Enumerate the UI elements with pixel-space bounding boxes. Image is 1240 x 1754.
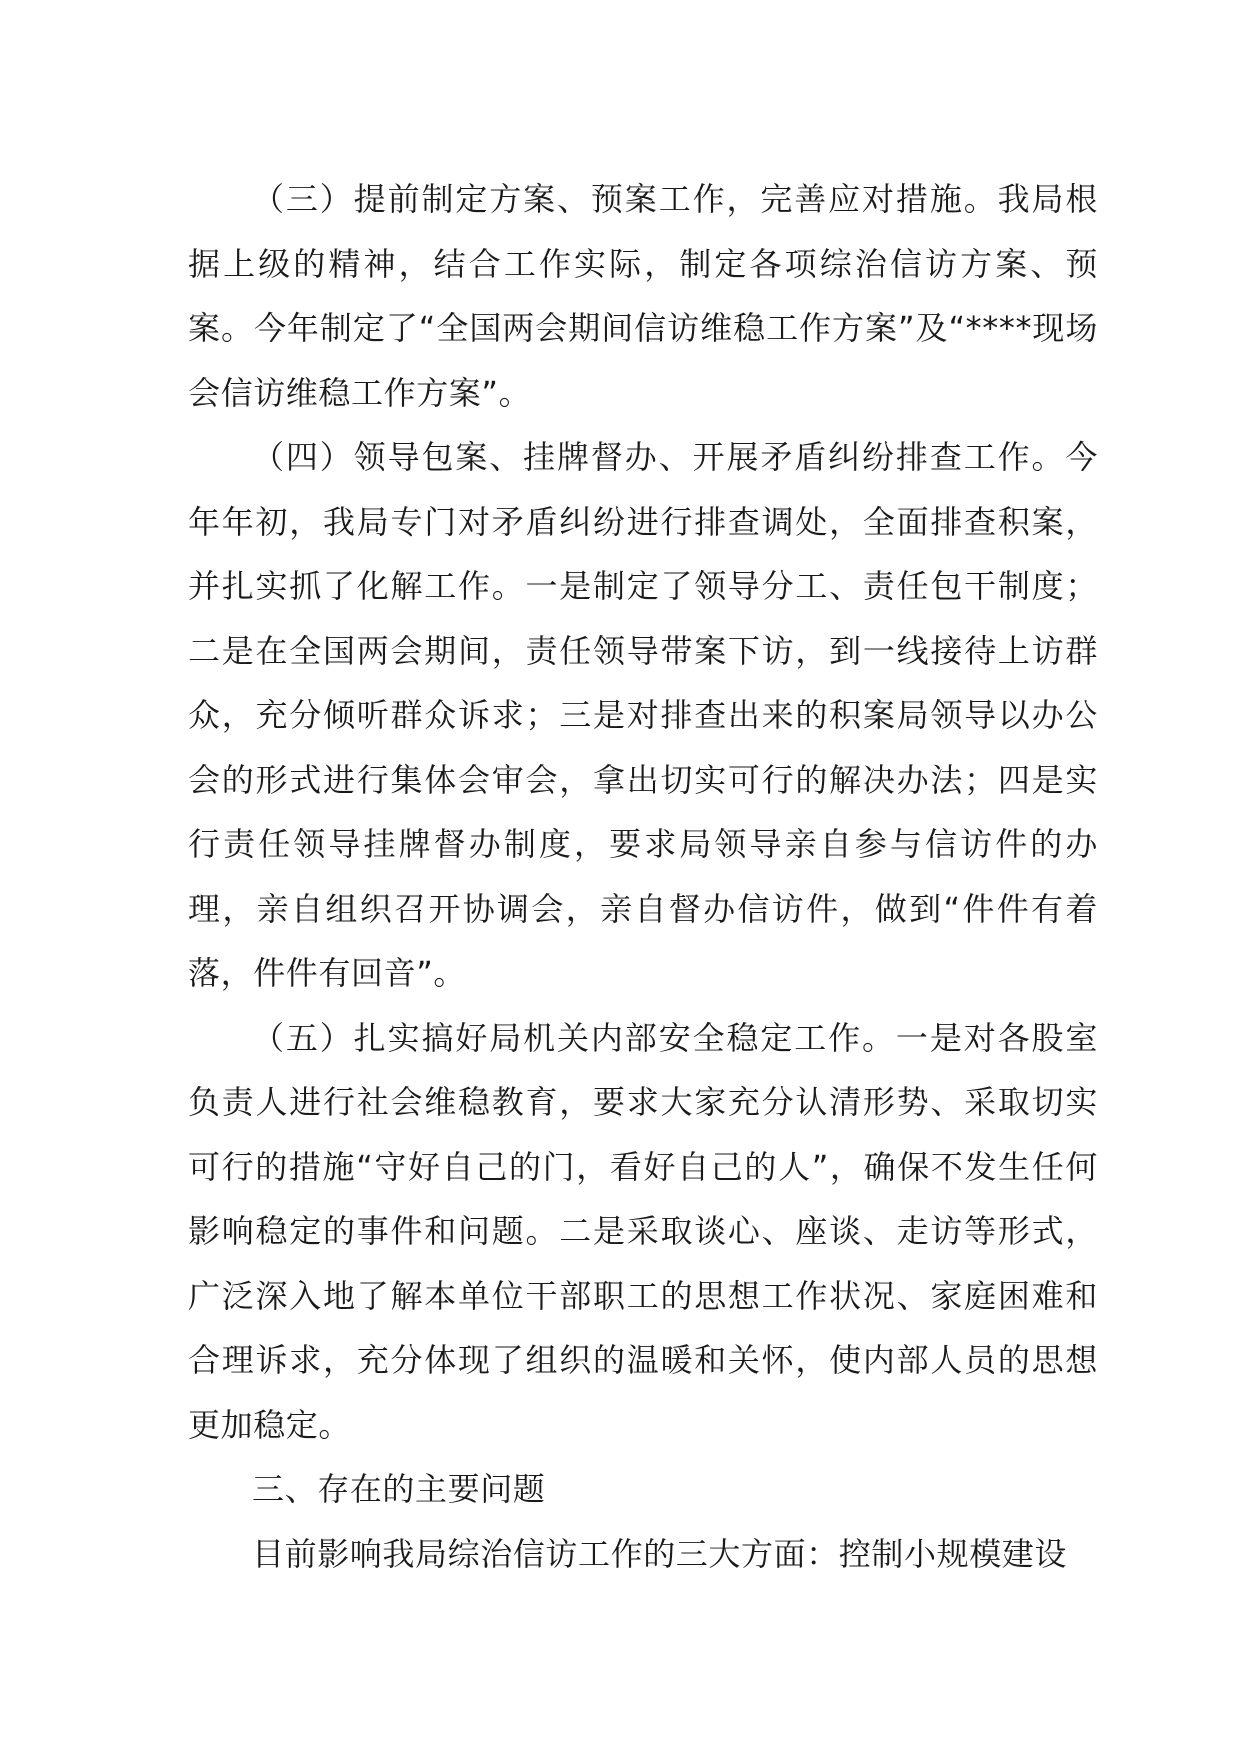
paragraph-section-5: （五）扎实搞好局机关内部安全稳定工作。一是对各股室负责人进行社会维稳教育，要求大家充分认清形势、采取切实可行的措施“守好自己的门，看好自己的人”，确保不发生任何影响稳定的事件和问题。二是采取谈心、座谈、走访等形式，广泛深入地了解本单位干部职工的思想工作状况、家庭困难和合理诉求，充分体现了组织的温暖和关怀，使内部人员的思想更加稳定。 (188, 1018, 1098, 1444)
paragraph-main-problems: 目前影响我局综治信访工作的三大方面：控制小规模建设 (252, 1534, 1068, 1573)
paragraph-section-3: （三）提前制定方案、预案工作，完善应对措施。我局根据上级的精神，结合工作实际，制定各项综治信访方案、预案。今年制定了“全国两会期间信访维稳工作方案”及“****现场会信访维稳工作方案”。 (188, 180, 1098, 412)
paragraph-section-4: （四）领导包案、挂牌督办、开展矛盾纠纷排查工作。今年年初，我局专门对矛盾纠纷进行排查调处，全面排查积案，并扎实抓了化解工作。一是制定了领导分工、责任包干制度；二是在全国两会期间，责任领导带案下访，到一线接待上访群众，充分倾听群众诉求；三是对排查出来的积案局领导以办公会的形式进行集体会审会，拿出切实可行的解决办法；四是实行责任领导挂牌督办制度，要求局领导亲自参与信访件的办理，亲自组织召开协调会，亲自督办信访件，做到“件件有着落，件件有回音”。 (188, 438, 1098, 992)
document-body (188, 167, 1098, 1586)
section-heading: 三、存在的主要问题 (252, 1470, 546, 1508)
